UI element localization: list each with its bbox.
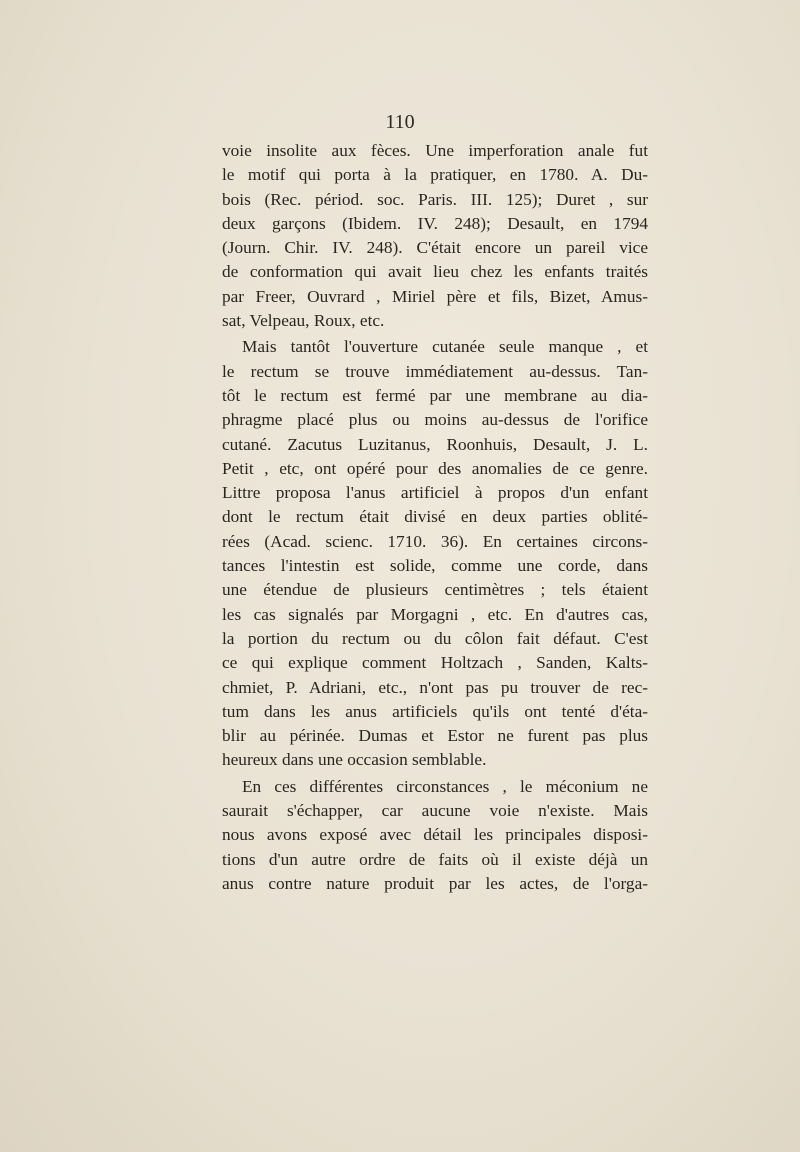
text-line: de conformation qui avait lieu chez les enfants traités [222, 262, 648, 282]
text-line: la portion du rectum ou du côlon fait défaut. C'est [222, 628, 648, 648]
text-line: heureux dans une occasion semblable. [222, 750, 487, 770]
text-line: dont le rectum était divisé en deux parties oblité- [222, 507, 648, 527]
text-line: En ces différentes circonstances , le méconium ne [242, 776, 648, 796]
text-line: Littre proposa l'anus artificiel à propos d'un enfant [222, 483, 648, 503]
text-line: (Journ. Chir. IV. 248). C'était encore un pareil vice [222, 238, 648, 258]
text-line: nous avons exposé avec détail les principales disposi- [222, 825, 648, 845]
text-line: Mais tantôt l'ouverture cutanée seule manque , et [242, 337, 648, 357]
text-line: par Freer, Ouvrard , Miriel père et fils, Bizet, Amus- [222, 286, 648, 306]
text-line: saurait s'échapper, car aucune voie n'existe. Mais [222, 801, 648, 821]
text-line: les cas signalés par Morgagni , etc. En d'autres cas, [222, 604, 648, 624]
text-line: Petit , etc, ont opéré pour des anomalies de ce genre. [222, 458, 648, 478]
text-line: une étendue de plusieurs centimètres ; tels étaient [222, 580, 648, 600]
text-line: rées (Acad. scienc. 1710. 36). En certaines circons- [222, 531, 648, 551]
text-line: le rectum se trouve immédiatement au-dessus. Tan- [222, 361, 648, 381]
text-line: tances l'intestin est solide, comme une corde, dans [222, 556, 648, 576]
text-line: ce qui explique comment Holtzach , Sanden, Kalts- [222, 653, 648, 673]
text-line: chmiet, P. Adriani, etc., n'ont pas pu trouver de rec- [222, 677, 648, 697]
text-line: tum dans les anus artificiels qu'ils ont tenté d'éta- [222, 701, 648, 721]
text-line: tions d'un autre ordre de faits où il existe déjà un [222, 849, 648, 869]
text-line: voie insolite aux fèces. Une imperforation anale fut [222, 141, 648, 160]
text-line: sat, Velpeau, Roux, etc. [222, 311, 385, 331]
text-line: phragme placé plus ou moins au-dessus de l'orifice [222, 410, 648, 430]
page-number: 110 [385, 111, 415, 133]
body-text [222, 139, 648, 896]
text-line: anus contre nature produit par les actes, de l'orga- [222, 873, 648, 893]
text-line: blir au périnée. Dumas et Estor ne furent pas plus [222, 726, 648, 746]
text-line: bois (Rec. périod. soc. Paris. III. 125); Duret , sur [222, 189, 648, 209]
text-line: le motif qui porta à la pratiquer, en 1780. A. Du- [222, 165, 648, 185]
text-line: cutané. Zacutus Luzitanus, Roonhuis, Desault, J. L. [222, 434, 648, 454]
text-line: deux garçons (Ibidem. IV. 248); Desault, en 1794 [222, 213, 648, 233]
text-line: tôt le rectum est fermé par une membrane au dia- [222, 385, 648, 405]
